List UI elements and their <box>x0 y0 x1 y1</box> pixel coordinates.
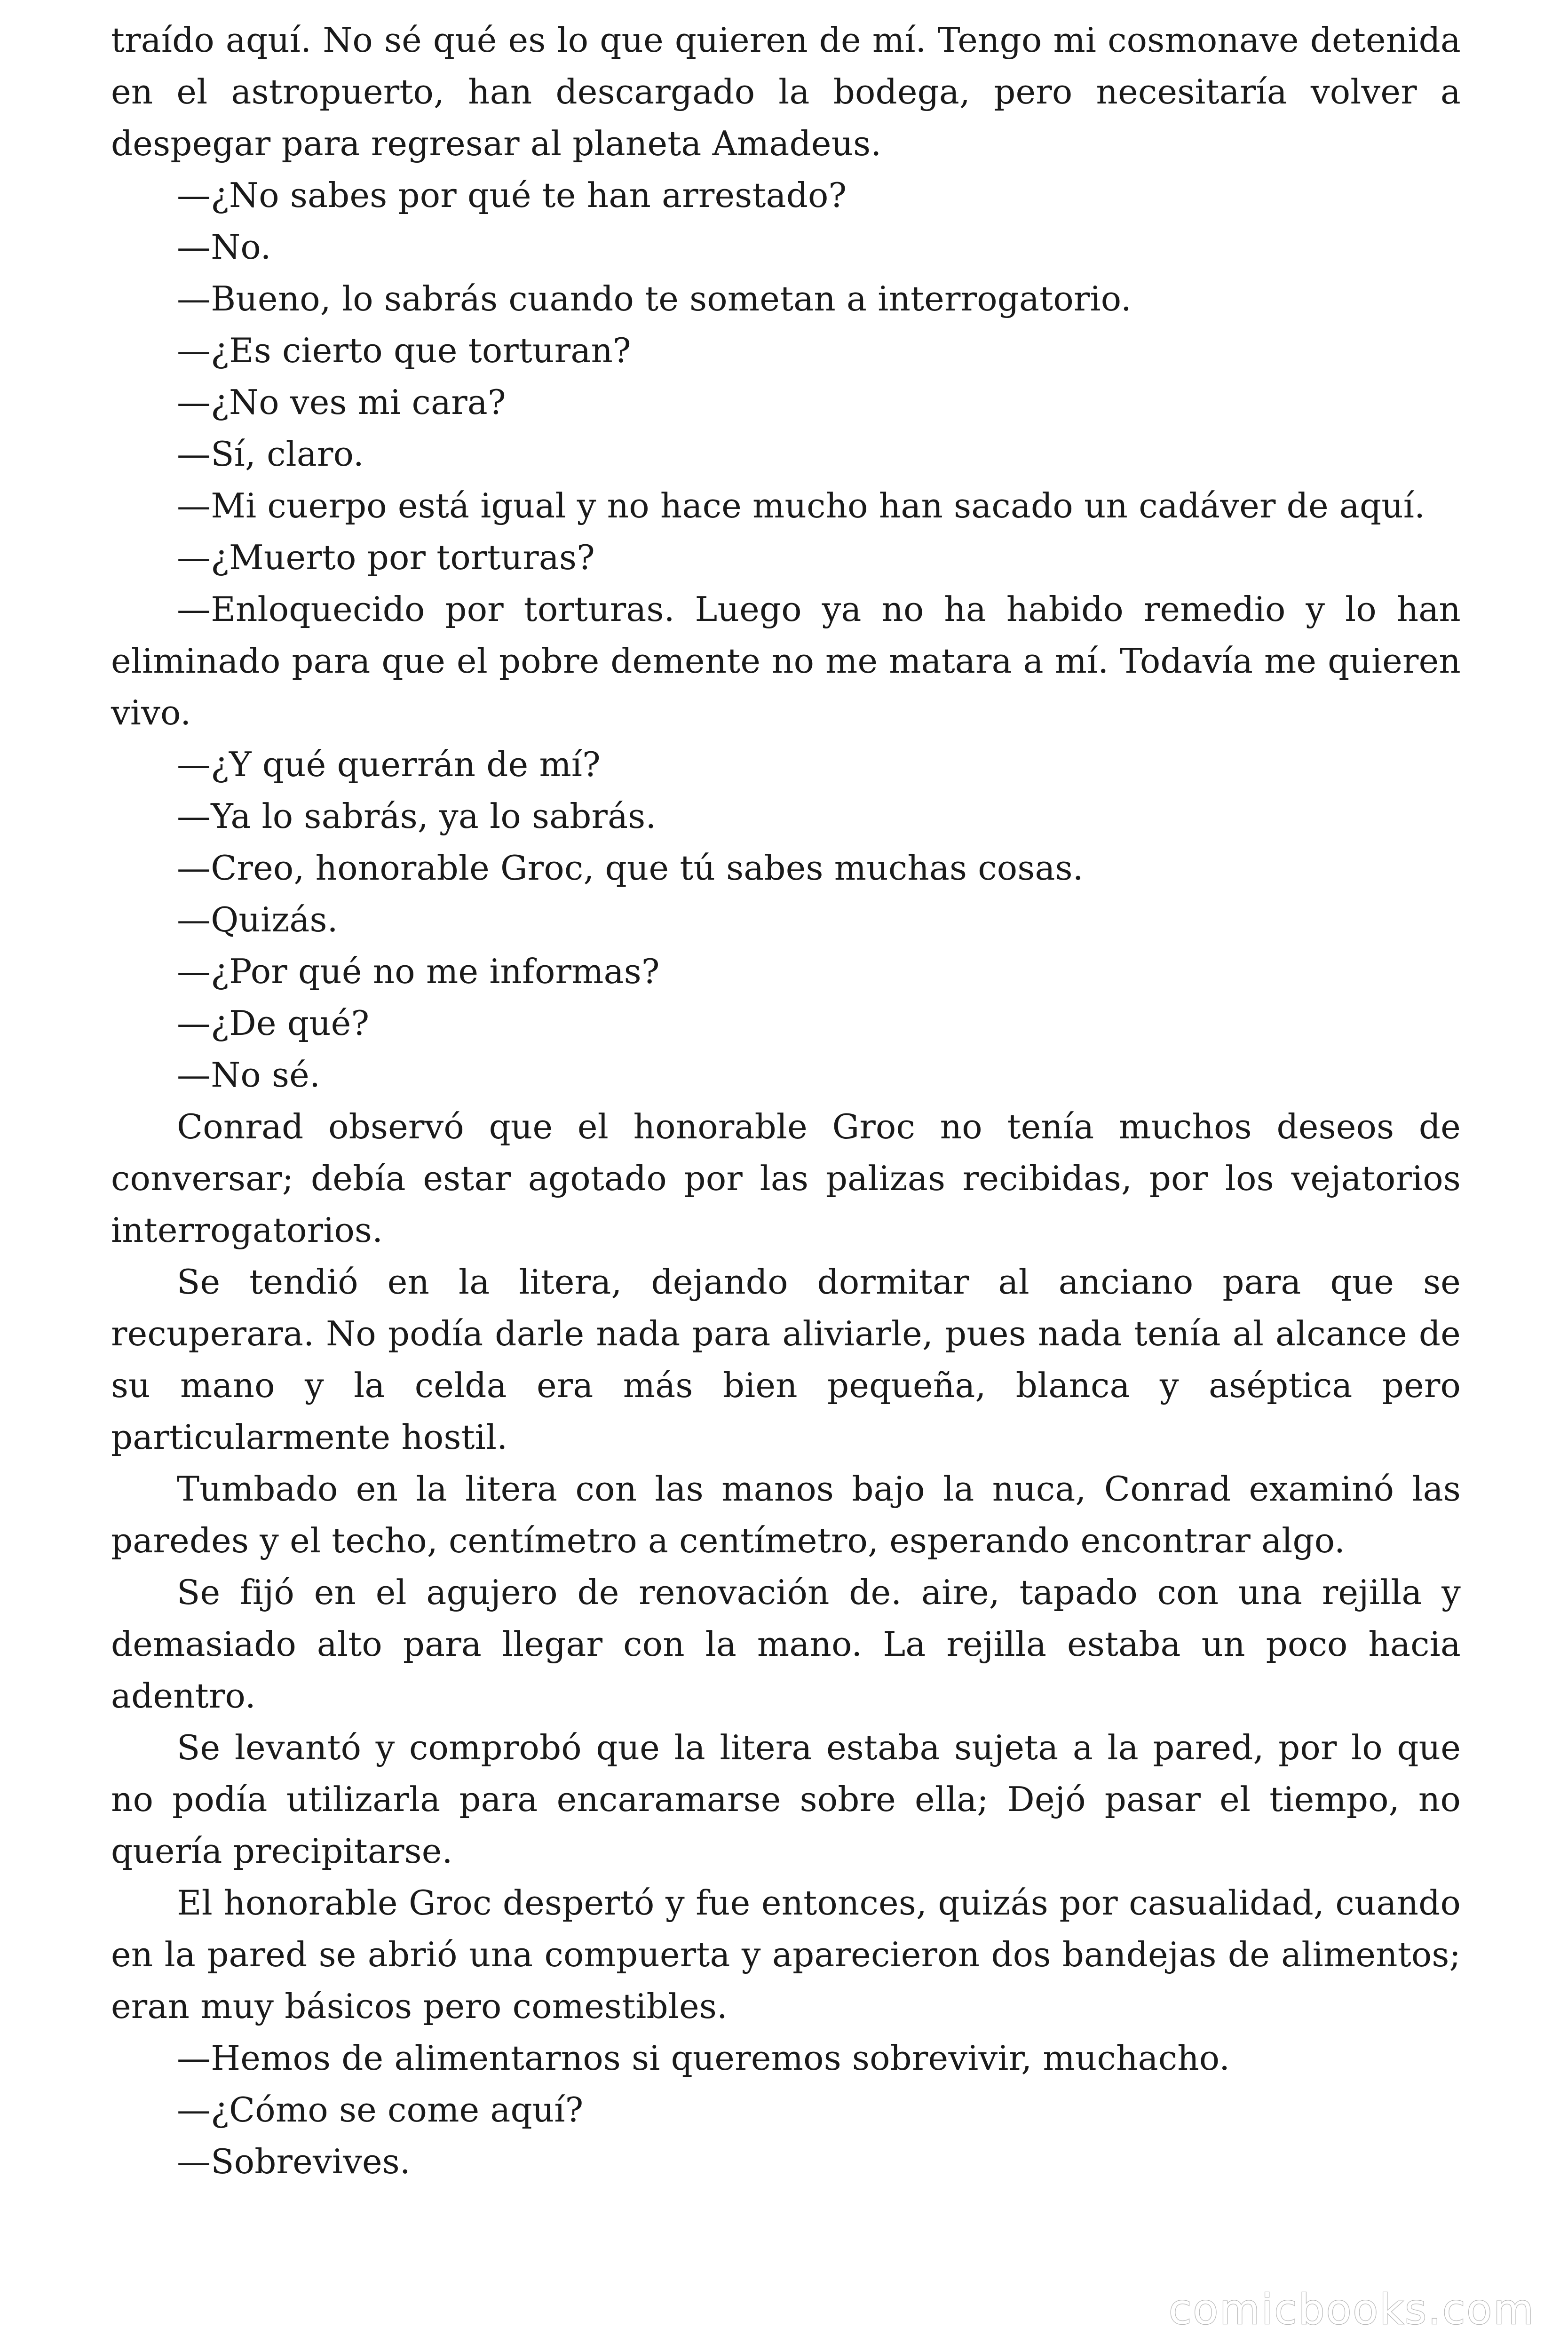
paragraph: Tumbado en la litera con las manos bajo la nuca, Conrad examinó las paredes y el techo, centímetro a centímetro, esperando encontrar algo. <box>111 1469 1461 1560</box>
paragraph: —¿De qué? <box>177 1003 370 1043</box>
paragraph: —Enloquecido por torturas. Luego ya no ha habido remedio y lo han eliminado para que el pobre demente no me matara a mí. Todavía me quieren vivo. <box>111 589 1461 732</box>
paragraph: —¿Es cierto que torturan? <box>177 331 631 370</box>
paragraph: —Ya lo sabrás, ya lo sabrás. <box>177 796 657 836</box>
paragraph: —Sí, claro. <box>177 434 364 474</box>
paragraph: —Sobrevives. <box>177 2142 411 2181</box>
paragraph: —No. <box>177 227 271 267</box>
paragraph: —¿No sabes por qué te han arrestado? <box>177 175 847 215</box>
paragraph: —Bueno, lo sabrás cuando te sometan a interrogatorio. <box>177 279 1132 318</box>
paragraph: —No sé. <box>177 1055 321 1095</box>
paragraph: —¿Muerto por torturas? <box>177 538 595 577</box>
paragraph: Se fijó en el agujero de renovación de. aire, tapado con una rejilla y demasiado alto para llegar con la mano. La rejilla estaba un poco hacia adentro. <box>111 1573 1461 1716</box>
paragraph: Se levantó y comprobó que la litera estaba sujeta a la pared, por lo que no podía utilizarla para encaramarse sobre ella; Dejó pasar el tiempo, no quería precipitarse. <box>111 1728 1461 1871</box>
paragraph: —Quizás. <box>177 900 338 939</box>
paragraph: —¿Cómo se come aquí? <box>177 2090 584 2130</box>
watermark: comicbooks.com <box>1168 2285 1535 2334</box>
paragraph: traído aquí. No sé qué es lo que quieren de mí. Tengo mi cosmonave detenida en el astropuerto, han descargado la bodega, pero necesitaría volver a despegar para regresar al planeta Amadeus. <box>111 20 1461 163</box>
page-text <box>111 14 1461 2187</box>
paragraph: Conrad observó que el honorable Groc no tenía muchos deseos de conversar; debía estar agotado por las palizas recibidas, por los vejatorios interrogatorios. <box>111 1107 1461 1250</box>
paragraph: —¿Por qué no me informas? <box>177 952 660 991</box>
paragraph: —¿Y qué querrán de mí? <box>177 745 601 784</box>
paragraph: —¿No ves mi cara? <box>177 382 506 422</box>
paragraph: Se tendió en la litera, dejando dormitar al anciano para que se recuperara. No podía darle nada para aliviarle, pues nada tenía al alcance de su mano y la celda era más bien pequeña, blanca y aséptica pero particularmente hostil. <box>111 1262 1461 1457</box>
paragraph: —Hemos de alimentarnos si queremos sobrevivir, muchacho. <box>177 2038 1230 2078</box>
paragraph: —Creo, honorable Groc, que tú sabes muchas cosas. <box>177 848 1084 888</box>
paragraph: —Mi cuerpo está igual y no hace mucho han sacado un cadáver de aquí. <box>177 486 1425 525</box>
paragraph: El honorable Groc despertó y fue entonces, quizás por casualidad, cuando en la pared se abrió una compuerta y aparecieron dos bandejas de alimentos; eran muy básicos pero comestibles. <box>111 1883 1461 2026</box>
